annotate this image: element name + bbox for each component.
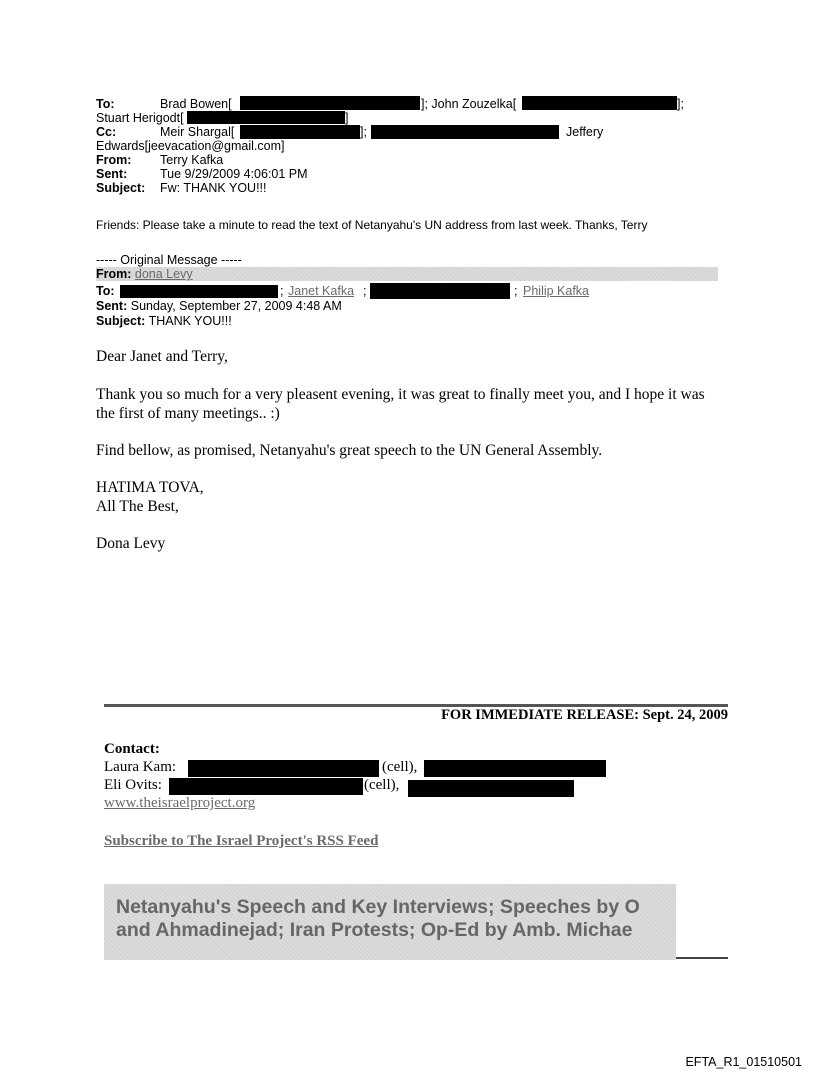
letter-paragraph-1-line-1: Thank you so much for a very pleasent evening, it was great to finally meet you, and I hope it was [96, 386, 705, 403]
recipient-link-janet-kafka[interactable]: Janet Kafka [288, 284, 355, 298]
original-sent-value: Sunday, September 27, 2009 4:48 AM [130, 299, 342, 313]
original-from-row [96, 267, 193, 281]
contact-1-cell: (cell), [382, 759, 418, 775]
redaction-block [187, 111, 345, 124]
from-label: From: [96, 153, 132, 167]
original-to-sep: ; [363, 284, 367, 298]
headline-underline [676, 957, 728, 959]
letter-closing-2: All The Best, [96, 498, 179, 515]
forward-note: Friends: Please take a minute to read the text of Netanyahu's UN address from last week. Thanks, Terry [96, 218, 648, 232]
letter-paragraph-2: Find bellow, as promised, Netanyahu's great speech to the UN General Assembly. [96, 442, 603, 459]
redaction-block [424, 760, 606, 777]
sent-label: Sent: [96, 167, 128, 181]
sent-row [96, 167, 308, 181]
cc-row [96, 125, 234, 139]
cc-recipient-2: ]; [360, 125, 367, 139]
sent-value: Tue 9/29/2009 4:06:01 PM [160, 167, 308, 181]
website-link[interactable]: www.theisraelproject.org [104, 795, 256, 811]
cc-label: Cc: [96, 125, 117, 139]
redaction-block [408, 780, 574, 797]
letter-greeting: Dear Janet and Terry, [96, 348, 228, 365]
cc-recipient-3-address: Edwards[jeevacation@gmail.com] [96, 139, 285, 153]
original-from-label: From: [96, 267, 132, 281]
cc-recipient-3: Jeffery [566, 125, 604, 139]
contact-2-cell: (cell), [364, 777, 400, 793]
original-subject-row [96, 314, 232, 328]
to-line2-end: ] [345, 111, 349, 125]
original-sent-row [96, 299, 342, 313]
redaction-block [522, 96, 677, 110]
redaction-block [240, 96, 420, 110]
to-label: To: [96, 97, 115, 111]
from-value: Terry Kafka [160, 153, 224, 167]
original-message-divider: ----- Original Message ----- [96, 253, 242, 267]
release-banner: FOR IMMEDIATE RELEASE: Sept. 24, 2009 [441, 707, 728, 723]
headline-banner [104, 884, 676, 960]
to-recipient-2: ]; John Zouzelka[ [421, 97, 517, 111]
redaction-block [169, 778, 363, 795]
original-from-link[interactable]: dona Levy [134, 267, 193, 281]
letter-closing-1: HATIMA TOVA, [96, 479, 204, 496]
original-subject-label: Subject: [96, 314, 146, 328]
original-to-sep: ; [514, 284, 518, 298]
to-row [96, 97, 232, 111]
from-row [96, 153, 223, 167]
original-to-sep: ; [280, 284, 284, 298]
contact-2-name: Eli Ovits: [104, 777, 162, 793]
to-recipient-1: Brad Bowen[ [160, 97, 232, 111]
subject-label: Subject: [96, 181, 146, 195]
original-sent-label: Sent: [96, 299, 128, 313]
letter-paragraph-1-line-2: the first of many meetings.. :) [96, 405, 280, 422]
letter-signature: Dona Levy [96, 535, 166, 552]
to-end: ]; [677, 97, 684, 111]
contact-label: Contact: [104, 741, 160, 757]
redaction-block [188, 760, 379, 777]
subject-row [96, 181, 267, 195]
contact-1-name: Laura Kam: [104, 759, 177, 775]
headline-line-2: and Ahmadinejad; Iran Protests; Op-Ed by Amb. Michae [116, 919, 633, 941]
to-recipient-3: Stuart Herigodt[ [96, 111, 184, 125]
recipient-link-philip-kafka[interactable]: Philip Kafka [523, 284, 590, 298]
original-subject-value: THANK YOU!!! [148, 314, 232, 328]
redaction-block [120, 285, 278, 298]
original-to-label: To: [96, 284, 115, 298]
headline-line-1: Netanyahu's Speech and Key Interviews; Speeches by O [116, 896, 640, 918]
cc-recipient-1: Meir Shargal[ [160, 125, 235, 139]
rss-subscribe-link[interactable]: Subscribe to The Israel Project's RSS Feed [104, 833, 379, 849]
redaction-block [240, 125, 360, 139]
document-id: EFTA_R1_01510501 [685, 1055, 802, 1069]
redaction-block [370, 283, 510, 299]
redaction-block [371, 125, 559, 139]
subject-value: Fw: THANK YOU!!! [160, 181, 267, 195]
